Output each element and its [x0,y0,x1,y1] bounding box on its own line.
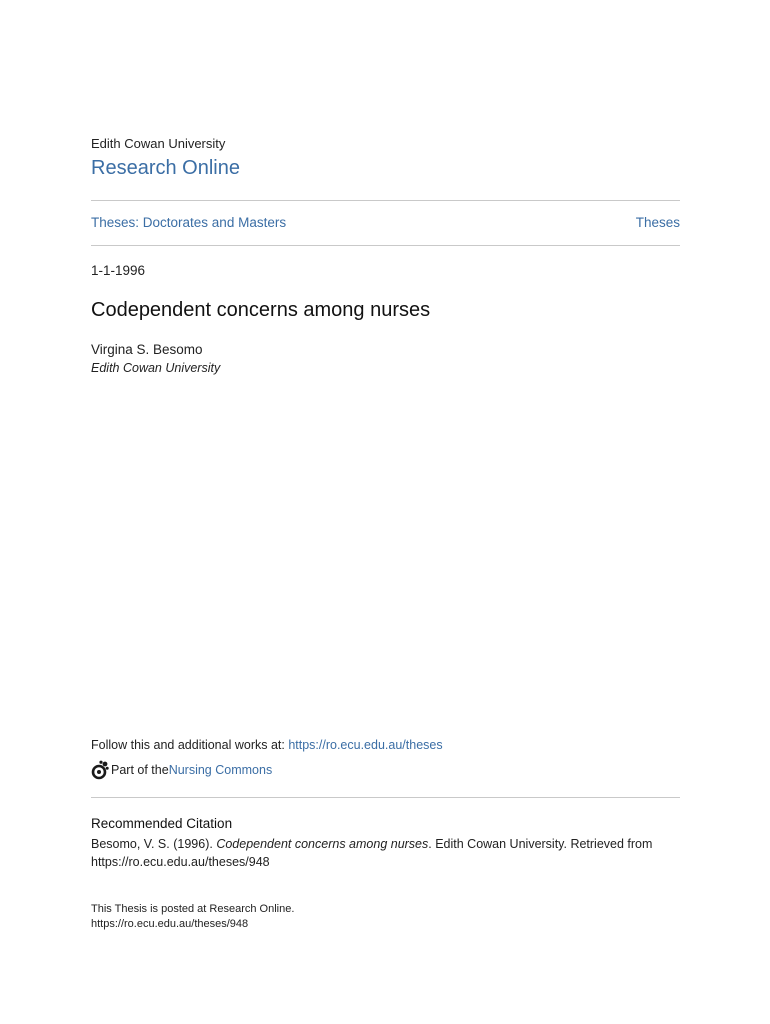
university-name: Edith Cowan University [91,136,226,151]
collection-links [91,215,680,230]
posted-line-1: This Thesis is posted at Research Online. [91,903,295,915]
repository-name: Research Online [91,157,240,179]
citation-url: https://ro.ecu.edu.au/theses/948 [91,855,270,869]
network-commons-icon [91,760,109,780]
follow-prefix: Follow this and additional works at: [91,738,289,752]
part-of-line [91,760,272,780]
follow-line [91,738,443,752]
series-link[interactable]: Theses [635,215,680,230]
citation-text [91,835,680,871]
citation-suffix: . Edith Cowan University. Retrieved from [428,837,653,851]
divider [91,797,680,798]
publication-date: 1-1-1996 [91,263,146,278]
posted-line-2: https://ro.ecu.edu.au/theses/948 [91,918,249,930]
author-name: Virgina S. Besomo [91,342,203,357]
cover-page [91,0,680,1024]
divider [91,200,680,201]
citation-heading: Recommended Citation [91,816,233,831]
author-affiliation: Edith Cowan University [91,361,221,375]
posted-notice [91,902,294,932]
discipline-link[interactable]: Nursing Commons [168,763,273,777]
collection-link[interactable]: Theses: Doctorates and Masters [91,215,287,230]
thesis-title: Codependent concerns among nurses [91,299,431,321]
divider [91,245,680,246]
part-of-prefix: Part of the [111,763,169,777]
follow-url-link[interactable]: https://ro.ecu.edu.au/theses [288,738,443,752]
citation-prefix: Besomo, V. S. (1996). [91,837,217,851]
citation-title: Codependent concerns among nurses [216,837,429,851]
